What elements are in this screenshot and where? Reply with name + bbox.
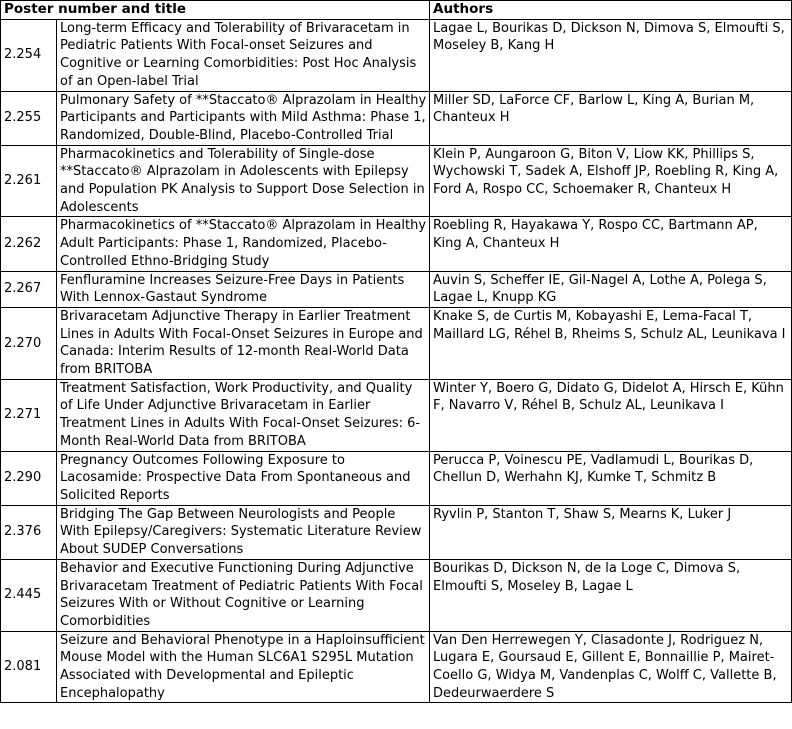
poster-authors: Auvin S, Scheffer IE, Gil-Nagel A, Lothe A, Polega S, Lagae L, Knupp KG [430,271,792,307]
table-row [1,559,792,631]
poster-number: 2.376 [1,505,57,559]
poster-authors: Winter Y, Boero G, Didato G, Didelot A, Hirsch E, Kühn F, Navarro V, Réhel B, Schulz AL, Leunikava I [430,379,792,451]
table-row [1,271,792,307]
poster-number: 2.081 [1,631,57,703]
poster-title: Pregnancy Outcomes Following Exposure to Lacosamide: Prospective Data From Spontaneous and Solicited Reports [57,451,430,505]
poster-authors: Ryvlin P, Stanton T, Shaw S, Mearns K, Luker J [430,505,792,559]
poster-authors: Perucca P, Voinescu PE, Vadlamudi L, Bourikas D, Chellun D, Werhahn KJ, Kumke T, Schmitz B [430,451,792,505]
table-row [1,217,792,271]
table-header [1,1,792,20]
poster-authors: Lagae L, Bourikas D, Dickson N, Dimova S, Elmoufti S, Moseley B, Kang H [430,19,792,91]
poster-title: Brivaracetam Adjunctive Therapy in Earlier Treatment Lines in Adults With Focal-Onset Seizures in Europe and Canada: Interim Results of 12-month Real-World Data from BRITOBA [57,307,430,379]
table-row [1,451,792,505]
poster-authors: Klein P, Aungaroon G, Biton V, Liow KK, Phillips S, Wychowski T, Sadek A, Elshoff JP, Roebling R, King A, Ford A, Rospo CC, Schoemaker R, Chanteux H [430,145,792,217]
poster-title: Seizure and Behavioral Phenotype in a Haploinsufficient Mouse Model with the Human SLC6A1 S295L Mutation Associated with Developmental and Epileptic Encephalopathy [57,631,430,703]
poster-number: 2.261 [1,145,57,217]
poster-number: 2.271 [1,379,57,451]
table-row [1,307,792,379]
poster-authors: Van Den Herrewegen Y, Clasadonte J, Rodriguez N, Lugara E, Goursaud E, Gillent E, Bonnaillie P, Mairet-Coello G, Widya M, Vandenplas C, Wolff C, Vallette B, Dedeurwaerdere S [430,631,792,703]
poster-title: Fenfluramine Increases Seizure-Free Days in Patients With Lennox-Gastaut Syndrome [57,271,430,307]
header-row [1,1,792,20]
poster-authors: Knake S, de Curtis M, Kobayashi E, Lema-Facal T, Maillard LG, Réhel B, Rheims S, Schulz AL, Leunikava I [430,307,792,379]
poster-title: Pharmacokinetics and Tolerability of Single-dose **Staccato® Alprazolam in Adolescents with Epilepsy and Population PK Analysis to Support Dose Selection in Adolescents [57,145,430,217]
table-body [1,19,792,703]
poster-number: 2.445 [1,559,57,631]
header-poster-number-and-title: Poster number and title [1,1,430,20]
header-authors: Authors [430,1,792,20]
poster-number: 2.262 [1,217,57,271]
table-row [1,145,792,217]
table-row [1,19,792,91]
poster-title: Pharmacokinetics of **Staccato® Alprazolam in Healthy Adult Participants: Phase 1, Randomized, Placebo-Controlled Ethno-Bridging Study [57,217,430,271]
poster-number: 2.270 [1,307,57,379]
poster-number: 2.255 [1,91,57,145]
table-row [1,379,792,451]
poster-number: 2.254 [1,19,57,91]
table-row [1,91,792,145]
table-row [1,505,792,559]
poster-title: Bridging The Gap Between Neurologists and People With Epilepsy/Caregivers: Systematic Literature Review About SUDEP Conversations [57,505,430,559]
poster-authors: Miller SD, LaForce CF, Barlow L, King A, Burian M, Chanteux H [430,91,792,145]
poster-title: Behavior and Executive Functioning During Adjunctive Brivaracetam Treatment of Pediatric Patients With Focal Seizures With or Without Cognitive or Learning Comorbidities [57,559,430,631]
poster-number: 2.267 [1,271,57,307]
table-row [1,631,792,703]
poster-title: Pulmonary Safety of **Staccato® Alprazolam in Healthy Participants and Participants with Mild Asthma: Phase 1, Randomized, Double-Blind, Placebo-Controlled Trial [57,91,430,145]
poster-authors: Roebling R, Hayakawa Y, Rospo CC, Bartmann AP, King A, Chanteux H [430,217,792,271]
poster-authors: Bourikas D, Dickson N, de la Loge C, Dimova S, Elmoufti S, Moseley B, Lagae L [430,559,792,631]
poster-title: Long-term Efficacy and Tolerability of Brivaracetam in Pediatric Patients With Focal-onset Seizures and Cognitive or Learning Comorbidities: Post Hoc Analysis of an Open-label Trial [57,19,430,91]
poster-title: Treatment Satisfaction, Work Productivity, and Quality of Life Under Adjunctive Brivaracetam in Earlier Treatment Lines in Adults With Focal-Onset Seizures: 6-Month Real-World Data from BRITOBA [57,379,430,451]
poster-number: 2.290 [1,451,57,505]
